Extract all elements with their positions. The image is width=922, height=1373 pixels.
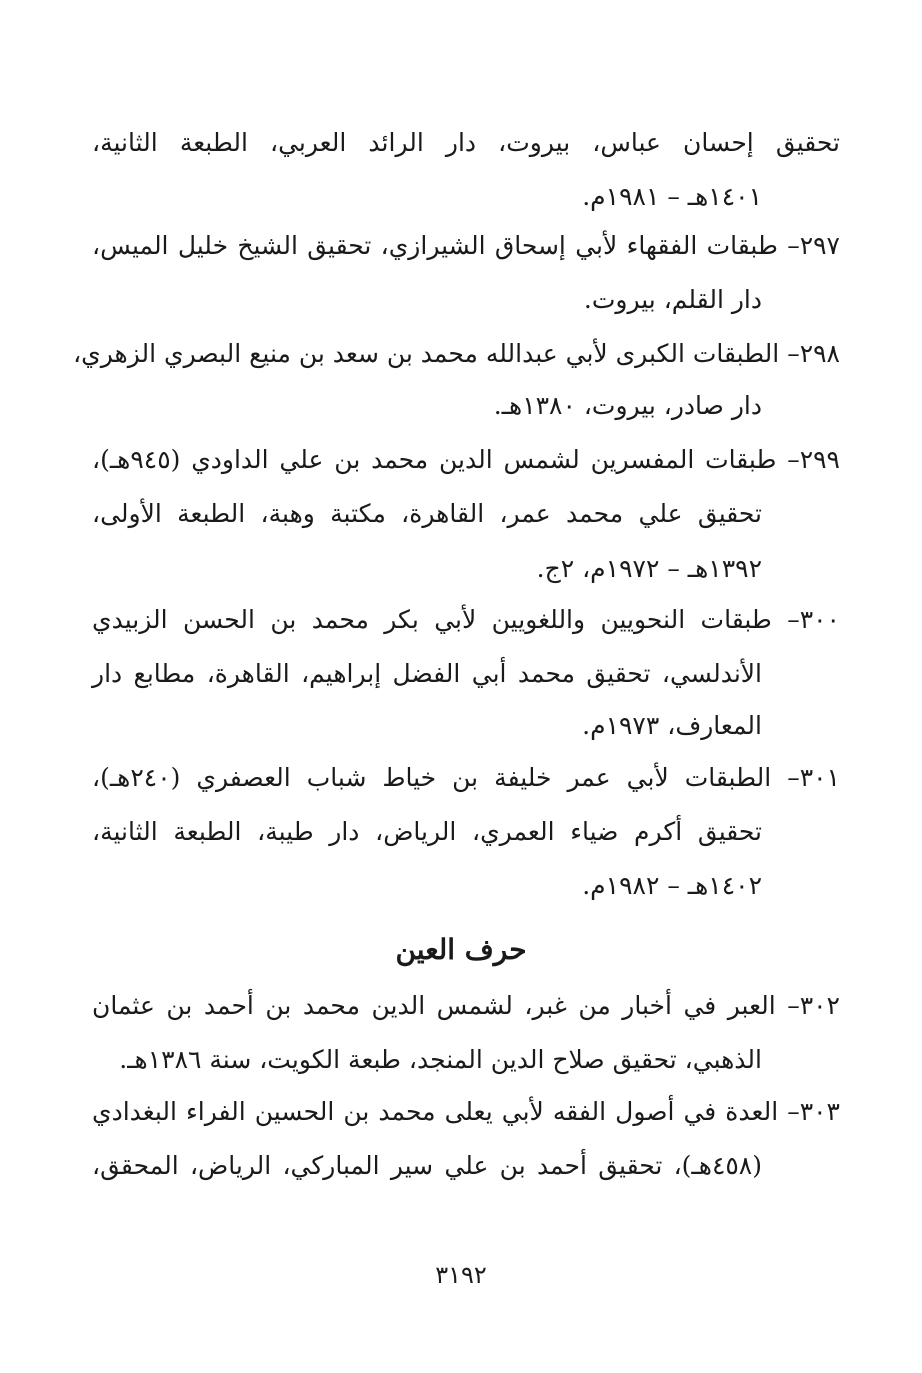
entry-301-line-3: ١٤٠٢هـ – ١٩٨٢م. <box>582 871 762 900</box>
entry-301-line-1: ٣٠١– الطبقات لأبي عمر خليفة بن خياط شباب العصفري (٢٤٠هـ)، <box>92 763 840 792</box>
entry-300-line-3: المعارف، ١٩٧٣م. <box>582 711 762 740</box>
entry-299-line-3: ١٣٩٢هـ – ١٩٧٢م، ٢ج. <box>536 554 762 583</box>
entry-302-line-2: الذهبي، تحقيق صلاح الدين المنجد، طبعة الكويت، سنة ١٣٨٦هـ. <box>119 1045 762 1074</box>
entry-300-line-2: الأندلسي، تحقيق محمد أبي الفضل إبراهيم، القاهرة، مطابع دار <box>92 659 762 688</box>
entry-297-line-2: دار القلم، بيروت. <box>583 285 762 314</box>
entry-296-line-1: تحقيق إحسان عباس، بيروت، دار الرائد العربي، الطبعة الثانية، <box>92 128 840 157</box>
entry-299-line-1: ٢٩٩– طبقات المفسرين لشمس الدين محمد بن علي الداودي (٩٤٥هـ)، <box>92 445 840 474</box>
entry-298-line-1: ٢٩٨– الطبقات الكبرى لأبي عبدالله محمد بن سعد بن منيع البصري الزهري، <box>73 339 840 368</box>
entry-303-line-2: (٤٥٨هـ)، تحقيق أحمد بن علي سير المباركي، الرياض، المحقق، <box>92 1151 762 1180</box>
entry-296-line-2: ١٤٠١هـ – ١٩٨١م. <box>582 182 762 211</box>
entry-302-line-1: ٣٠٢– العبر في أخبار من غبر، لشمس الدين محمد بن أحمد بن عثمان <box>92 991 840 1020</box>
entry-298-line-2: دار صادر، بيروت، ١٣٨٠هـ. <box>493 391 762 420</box>
entry-299-line-2: تحقيق علي محمد عمر، القاهرة، مكتبة وهبة، الطبعة الأولى، <box>92 499 762 528</box>
page-number: ٣١٩٢ <box>435 1261 487 1289</box>
entry-297-line-1: ٢٩٧– طبقات الفقهاء لأبي إسحاق الشيرازي، تحقيق الشيخ خليل الميس، <box>92 231 840 260</box>
section-heading: حرف العين <box>395 933 527 966</box>
entry-303-line-1: ٣٠٣– العدة في أصول الفقه لأبي يعلى محمد بن الحسين الفراء البغدادي <box>92 1097 840 1126</box>
entry-300-line-1: ٣٠٠– طبقات النحويين واللغويين لأبي بكر محمد بن الحسن الزبيدي <box>92 605 840 634</box>
entry-301-line-2: تحقيق أكرم ضياء العمري، الرياض، دار طيبة، الطبعة الثانية، <box>92 817 762 846</box>
